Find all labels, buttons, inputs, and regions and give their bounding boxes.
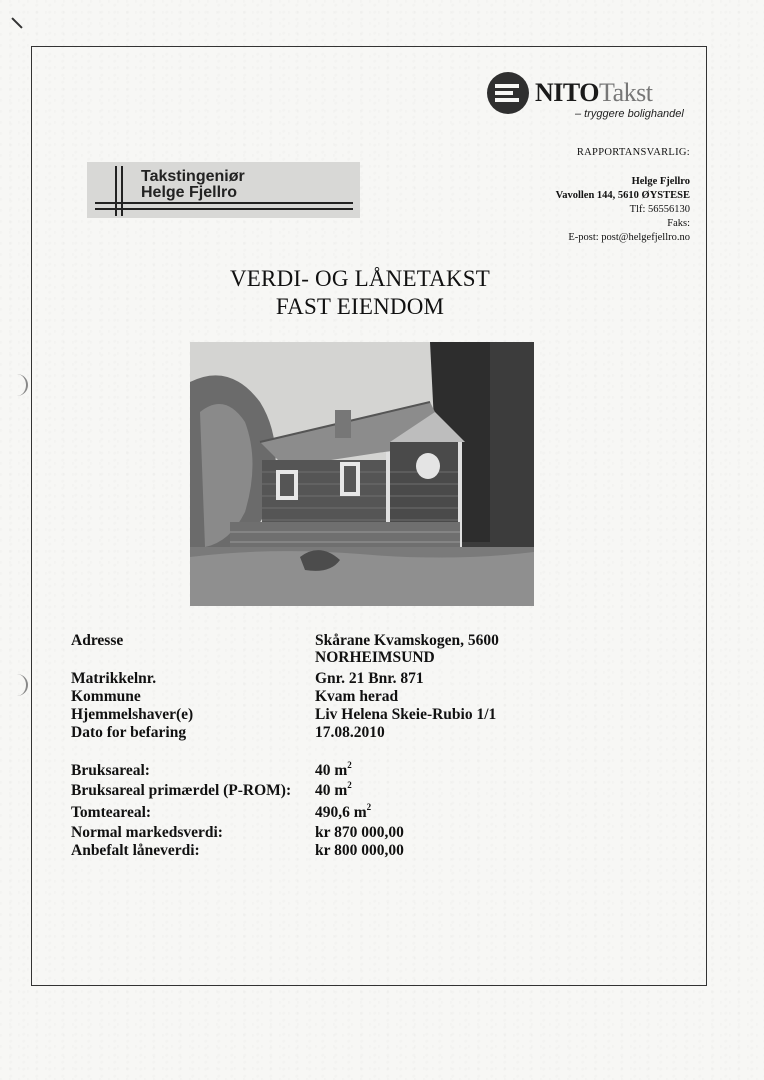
prom-value: 40 $m^2$: [315, 780, 352, 799]
stamp-line-2: Helge Fjellro: [141, 184, 238, 201]
contact-name: Helge Fjellro: [631, 176, 690, 187]
hjemmel-value: Liv Helena Skeie-Rubio 1/1: [315, 706, 497, 723]
tomt-value: 490,6 $m^2$: [315, 802, 372, 821]
tomt-label: Tomteareal:: [71, 804, 152, 821]
address-label: Adresse: [71, 632, 124, 649]
markedsverdi-value: kr 870 000,00: [315, 824, 404, 841]
report-responsible-block: [556, 146, 690, 245]
hjemmel-label: Hjemmelshaver(e): [71, 706, 194, 723]
kommune-label: Kommune: [71, 688, 141, 705]
bruksareal-value: 40 $m^2$: [315, 760, 352, 779]
bruksareal-label: Bruksareal:: [71, 762, 150, 779]
contact-phone: Tlf: 56556130: [629, 204, 690, 215]
nito-takst-logo: [487, 72, 699, 124]
report-title: VERDI- OG LÅNETAKST: [229, 266, 491, 291]
matrikkel-value: Gnr. 21 Bnr. 871: [315, 670, 424, 687]
report-subtitle: FAST EIENDOM: [275, 294, 445, 319]
address-line-1: Skårane Kvamskogen, 5600: [315, 632, 499, 649]
address-line-2: NORHEIMSUND: [315, 649, 435, 666]
contact-label: RAPPORTANSVARLIG:: [576, 147, 690, 158]
logo-brand-strong: NITO: [535, 78, 599, 107]
property-photo: [190, 342, 534, 606]
contact-email: E-post: post@helgefjellro.no: [568, 232, 690, 243]
laneverdi-value: kr 800 000,00: [315, 842, 404, 859]
stamp-line-1: Takstingeniør: [141, 168, 245, 185]
markedsverdi-label: Normal markedsverdi:: [71, 824, 223, 841]
contact-fax: Faks:: [667, 218, 690, 229]
nito-emblem-icon: [487, 72, 529, 114]
dato-label: Dato for befaring: [71, 724, 187, 741]
engineer-stamp: [87, 162, 360, 218]
logo-brand-light: Takst: [599, 78, 653, 107]
contact-address: Vavollen 144, 5610 ØYSTESE: [555, 190, 690, 201]
dato-value: 17.08.2010: [315, 724, 385, 741]
matrikkel-label: Matrikkelnr.: [71, 670, 157, 687]
kommune-value: Kvam herad: [315, 688, 399, 705]
logo-wordmark: [535, 78, 652, 108]
prom-label: Bruksareal primærdel (P-ROM):: [71, 782, 292, 799]
logo-slogan: – tryggere bolighandel: [575, 108, 684, 120]
laneverdi-label: Anbefalt låneverdi:: [71, 842, 200, 859]
